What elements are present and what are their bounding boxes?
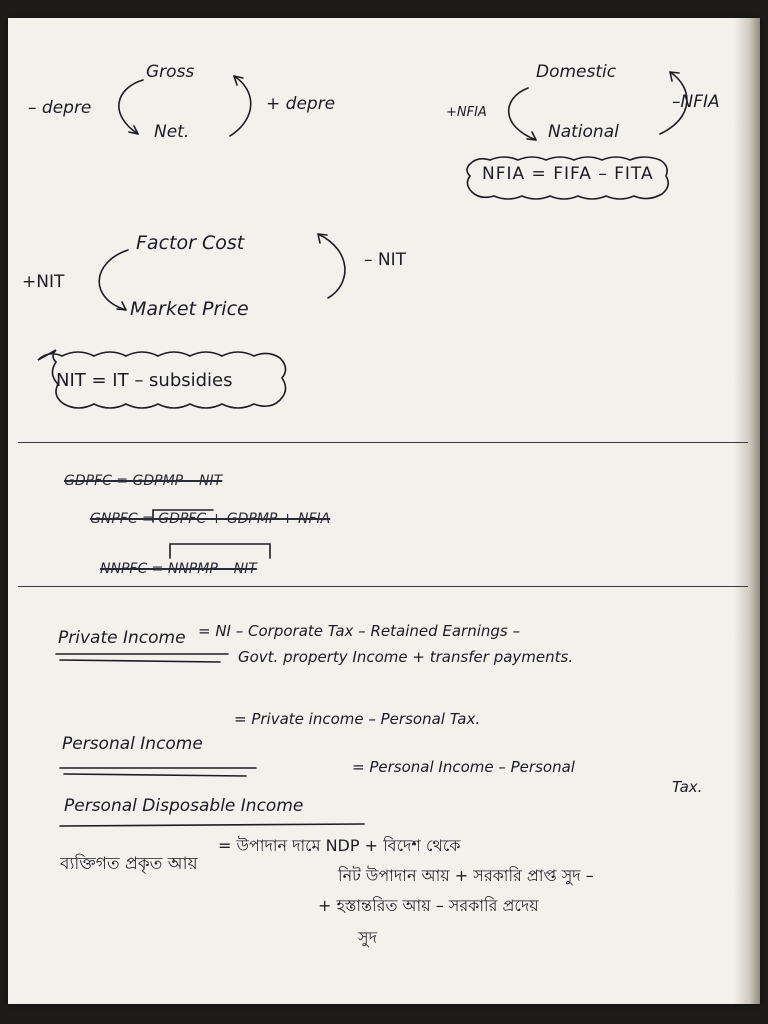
page-edge [734, 18, 760, 1004]
struck-formula-2: GNPFC = GDPFC + GDPMP + NFIA [90, 511, 331, 527]
private-income-line2: Govt. property Income + transfer payments. [238, 648, 574, 666]
private-income-line1: = NI – Corporate Tax – Retained Earnings – [198, 622, 521, 640]
bengali-line3: + হস্তান্তরিত আয় – সরকারি প্রদেয় [318, 896, 539, 915]
gross-label: Gross [146, 62, 195, 82]
nit-formula: NIT = IT – subsidies [56, 370, 233, 391]
plus-nit-label: +NIT [22, 272, 65, 292]
plus-depre-label: + depre [266, 94, 336, 114]
minus-depre-label: – depre [28, 98, 92, 118]
factor-cost-label: Factor Cost [136, 232, 245, 254]
national-label: National [548, 122, 619, 142]
personal-income-label: Personal Income [62, 734, 203, 754]
nfia-formula: NFIA = FIFA – FITA [482, 164, 654, 184]
domestic-label: Domestic [536, 62, 617, 82]
bengali-line1: = উপাদান দামে NDP + বিদেশ থেকে [218, 836, 461, 855]
divider-2 [18, 586, 748, 587]
struck-formula-1: GDPFC = GDPMP – NIT [64, 473, 223, 489]
divider-1 [18, 442, 748, 443]
minus-nit-label: – NIT [364, 250, 407, 270]
pdi-eq-cont: Tax. [672, 778, 703, 796]
pdi-eq: = Personal Income – Personal [352, 758, 575, 776]
pdi-label: Personal Disposable Income [64, 796, 304, 816]
struck-formula-3: NNPFC = NNPMP – NIT [100, 561, 257, 577]
personal-income-eq: = Private income – Personal Tax. [234, 710, 481, 728]
bengali-line4: সুদ [358, 928, 377, 947]
bengali-line2: নিট উপাদান আয় + সরকারি প্রাপ্ত সুদ – [338, 866, 594, 885]
private-income-label: Private Income [58, 628, 186, 648]
notebook-page [8, 18, 760, 1004]
minus-nfia-label: –NFIA [672, 92, 720, 112]
plus-nfia-label: +NFIA [446, 105, 487, 120]
net-label: Net. [154, 122, 190, 142]
market-price-label: Market Price [130, 298, 249, 320]
bengali-label: ব্যক্তিগত প্রকৃত আয় [60, 854, 198, 874]
